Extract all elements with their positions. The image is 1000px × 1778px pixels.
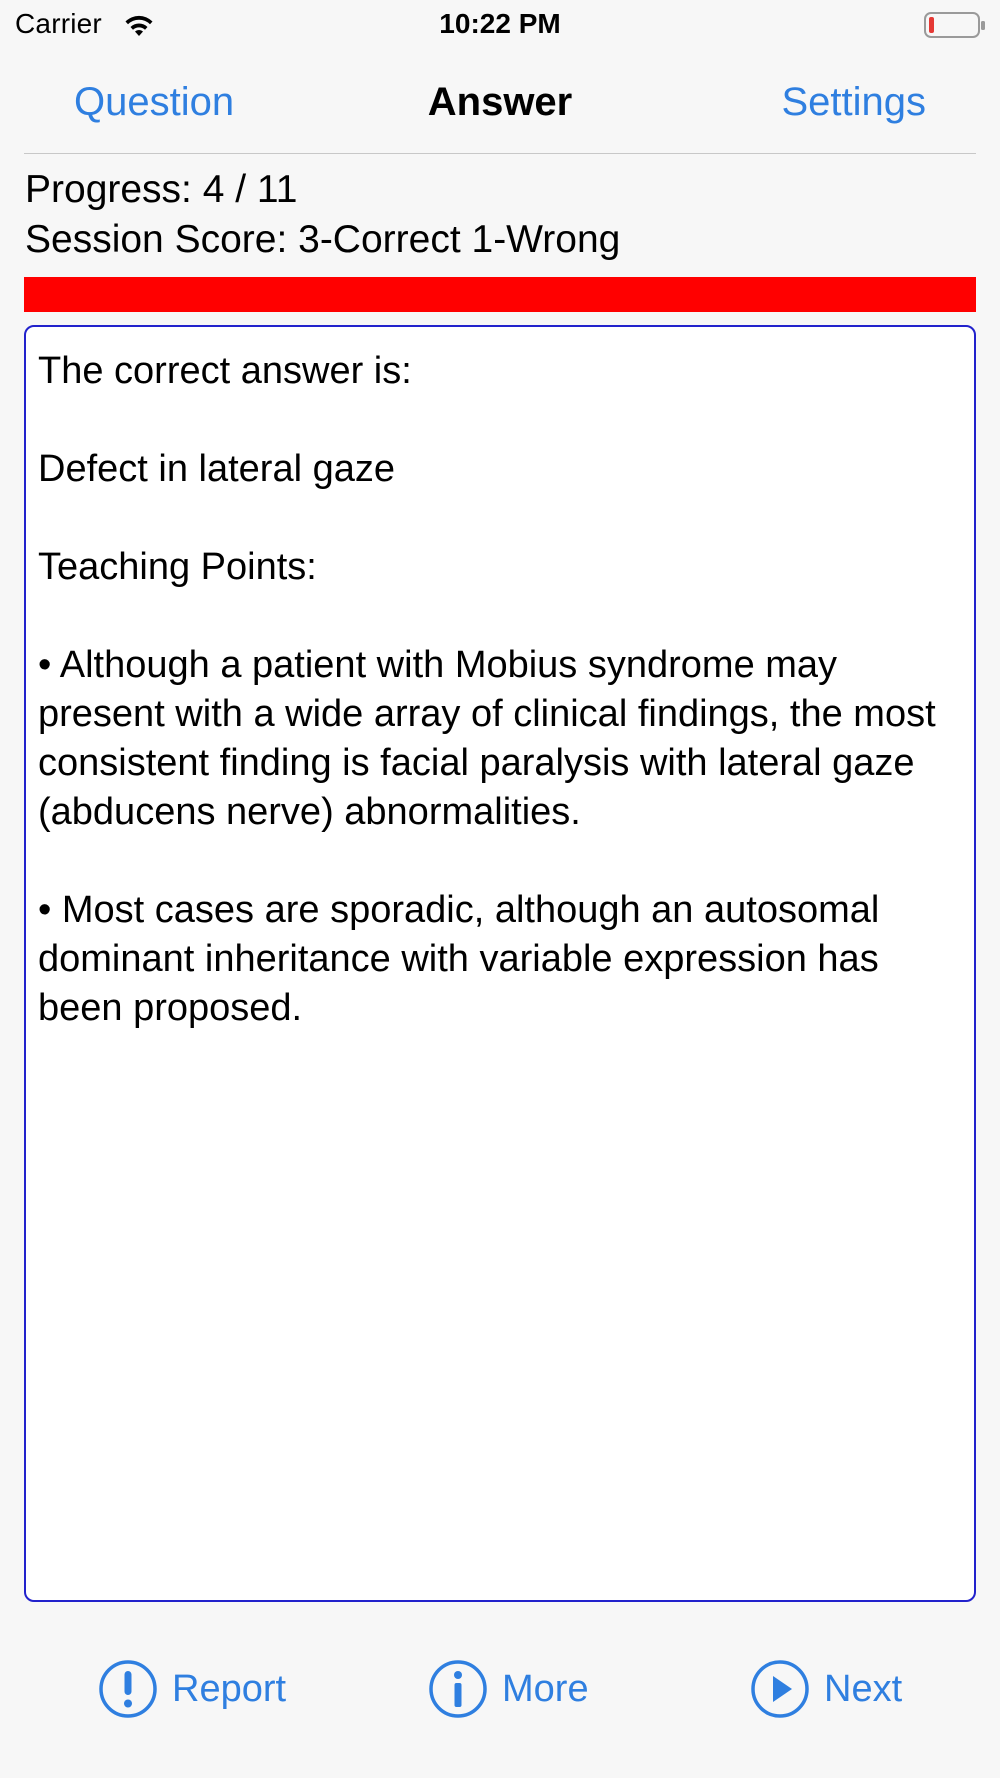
session-score-label: Session Score: 3-Correct 1-Wrong	[25, 218, 621, 261]
nav-divider	[24, 153, 976, 154]
report-button[interactable]	[98, 1658, 286, 1720]
more-label: More	[502, 1667, 589, 1710]
teaching-point: • Most cases are sporadic, although an autosomal dominant inheritance with variable expression has been proposed.	[38, 889, 880, 1029]
status-bar	[0, 0, 1000, 50]
answer-intro: The correct answer is:	[38, 350, 412, 392]
carrier-label: Carrier	[15, 8, 102, 39]
nav-question-button[interactable]: Question	[74, 80, 235, 124]
progress-label: Progress: 4 / 11	[25, 168, 298, 211]
report-label: Report	[172, 1667, 287, 1710]
next-label: Next	[824, 1667, 903, 1710]
status-time: 10:22 PM	[439, 8, 561, 39]
answer-content	[38, 347, 968, 1082]
nav-settings-button[interactable]: Settings	[781, 80, 926, 124]
teaching-point: • Although a patient with Mobius syndrome may present with a wide array of clinical findings, the most consistent finding is facial paralysis with lateral gaze (abducens nerve) abnormalities.	[38, 644, 936, 833]
exclamation-circle-icon	[98, 1659, 158, 1719]
score-indicator-bar	[24, 277, 976, 312]
more-button[interactable]	[428, 1658, 589, 1720]
nav-bar	[0, 50, 1000, 154]
answer-text-view[interactable]	[24, 325, 976, 1602]
info-circle-icon	[428, 1659, 488, 1719]
bottom-toolbar	[0, 1640, 1000, 1730]
battery-low-icon	[924, 11, 986, 39]
play-circle-icon	[750, 1659, 810, 1719]
next-button[interactable]	[750, 1658, 902, 1720]
nav-title: Answer	[427, 80, 573, 124]
teaching-points-header: Teaching Points:	[38, 546, 317, 588]
correct-answer: Defect in lateral gaze	[38, 448, 395, 490]
